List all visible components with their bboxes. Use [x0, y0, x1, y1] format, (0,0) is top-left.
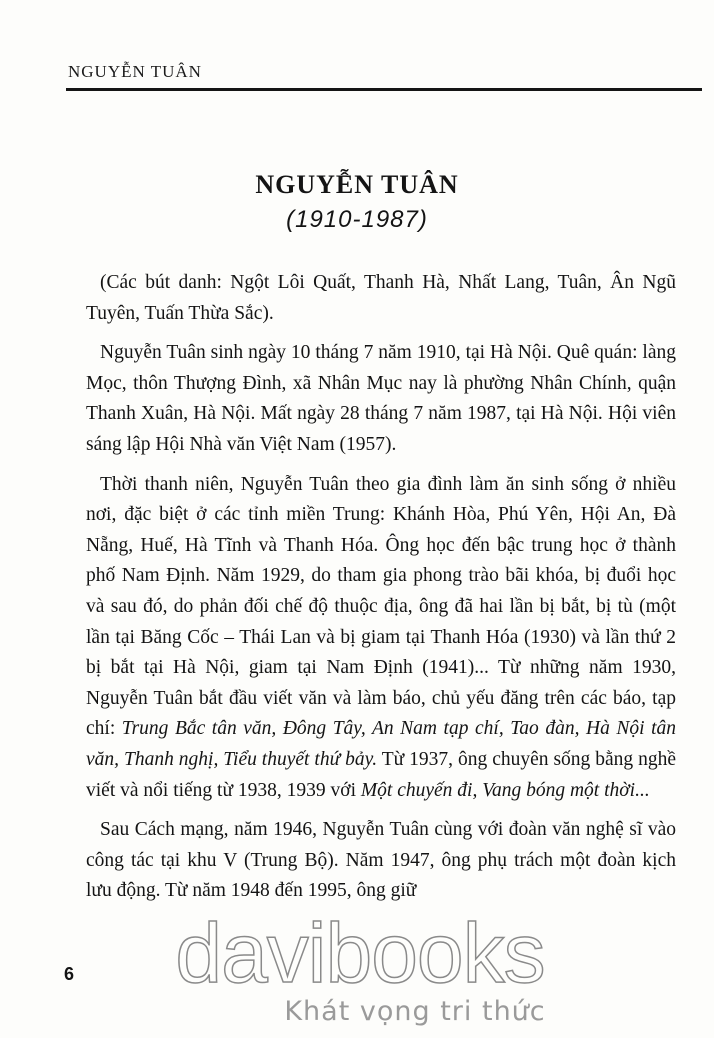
paragraph-pen-names: (Các bút danh: Ngột Lôi Quất, Thanh Hà, Nhất Lang, Tuân, Ân Ngũ Tuyên, Tuấn Thừa Sắc).	[86, 272, 676, 324]
paragraph-after-revolution: Sau Cách mạng, năm 1946, Nguyễn Tuân cùng với đoàn văn nghệ sĩ vào công tác tại khu V (Trung Bộ). Năm 1947, ông phụ trách một đoàn kịch lưu động. Từ năm 1948 đến 1995, ông giữ	[86, 819, 676, 902]
life-years: (1910-1987)	[286, 206, 428, 233]
watermark-tagline: Khát vọng tri thức	[284, 996, 546, 1027]
article-body	[86, 268, 676, 916]
work-titles: Một chuyến đi, Vang bóng một thời...	[360, 779, 650, 801]
watermark-logo: davibooks	[175, 906, 545, 1000]
paragraph-youth	[86, 470, 676, 807]
paragraph-birth: Nguyễn Tuân sinh ngày 10 tháng 7 năm 1910, tại Hà Nội. Quê quán: làng Mọc, thôn Thượng Đình, xã Nhân Mục nay là phường Nhân Chính, quận Thanh Xuân, Hà Nội. Mất ngày 28 tháng 7 năm 1987, tại Hà Nội. Hội viên sáng lập Hội Nhà văn Việt Nam (1957).	[86, 342, 676, 455]
header-rule	[66, 88, 702, 91]
page-title: NGUYỄN TUÂN	[255, 170, 459, 199]
youth-text-b: Từ 1937, ông chuyên sống bằng nghề viết và nổi tiếng từ 1938, 1939 với	[86, 748, 676, 801]
publication-names: Trung Bắc tân văn, Đông Tây, An Nam tạp chí, Tao đàn, Hà Nội tân văn, Thanh nghị, Tiểu thuyết thứ bảy.	[86, 718, 677, 770]
page-number: 6	[64, 964, 75, 984]
running-head: NGUYỄN TUÂN	[68, 62, 202, 81]
youth-text-a: Thời thanh niên, Nguyễn Tuân theo gia đình làm ăn sinh sống ở nhiều nơi, đặc biệt ở các tỉnh miền Trung: Khánh Hòa, Phú Yên, Hội An, Đà Nẵng, Huế, Hà Tĩnh và Thanh Hóa. Ông học đến bậc trung học ở thành phố Nam Định. Năm 1929, do tham gia phong trào bãi khóa, bị đuổi học và sau đó, do phản đối chế độ thuộc địa, ông đã hai lần bị bắt, bị tù (một lần tại Băng Cốc – Thái Lan và bị giam tại Thanh Hóa (1930) và lần thứ 2 bị bắt tại Hà Nội, giam tại Nam Định (1941)... Từ những năm 1930, Nguyễn Tuân bắt đầu viết văn và làm báo, chủ yếu đăng trên các báo, tạp chí:	[86, 473, 676, 740]
